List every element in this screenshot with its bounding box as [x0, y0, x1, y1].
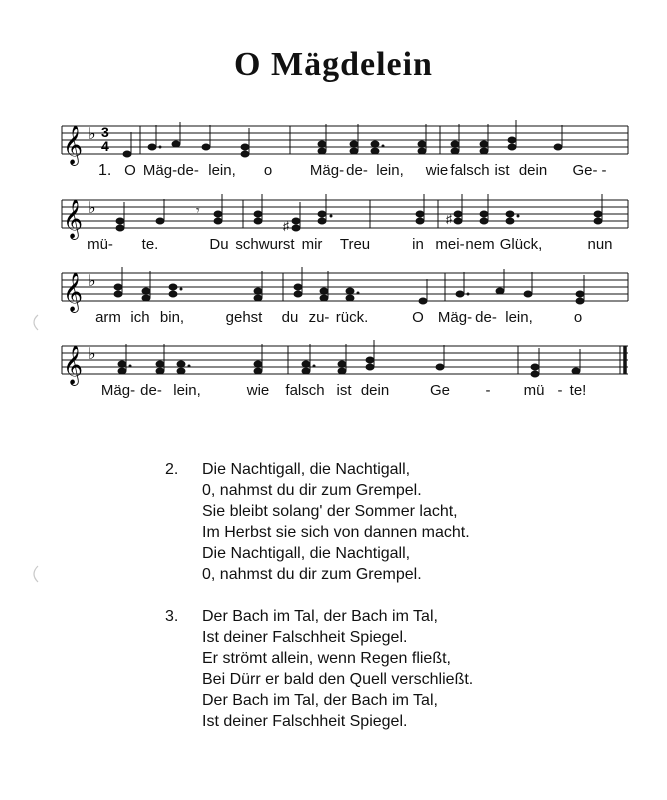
lyric: Glück, [499, 236, 543, 253]
lyric: mü- [87, 236, 113, 253]
lyric: mir [301, 236, 323, 253]
treble-clef-icon: 𝄞 [63, 125, 84, 165]
lyric: ist [494, 162, 510, 179]
lyric: dein [360, 382, 390, 399]
lyric: te. [141, 236, 159, 253]
lyric: Mäg- [309, 162, 345, 179]
song-title: O Mägdelein [234, 46, 433, 83]
lyric: - [485, 382, 491, 399]
treble-clef-icon: 𝄞 [63, 345, 84, 385]
lyric: wie [246, 382, 270, 399]
lyric: te! [569, 382, 587, 399]
verse-line: 0, nahmst du dir zum Grempel. [202, 566, 422, 583]
lyric: Treu [339, 236, 371, 253]
treble-clef-icon: 𝄞 [63, 272, 84, 312]
lyric: mei- [435, 236, 465, 253]
lyric: lein, [505, 309, 533, 326]
lyric: gehst [225, 309, 263, 326]
lyric: zu- [308, 309, 330, 326]
verse-line: 0, nahmst du dir zum Grempel. [202, 482, 422, 499]
music-system-4 [0, 336, 667, 416]
lyric: falsch [285, 382, 325, 399]
verse-line: Die Nachtigall, die Nachtigall, [202, 545, 411, 562]
staff-4 [0, 336, 667, 416]
treble-clef-icon: 𝄞 [63, 199, 84, 239]
lyric: Mäg- [100, 382, 136, 399]
verse-1-number: 1. [98, 162, 112, 179]
lyric: o [263, 162, 273, 179]
verse-line: Ist deiner Falschheit Spiegel. [202, 713, 408, 730]
verse-line: Die Nachtigall, die Nachtigall, [202, 461, 411, 478]
lyric: ist [336, 382, 352, 399]
lyric: ich [130, 309, 150, 326]
lyric: o [573, 309, 583, 326]
lyric: de- [177, 162, 199, 179]
lyric: nun [587, 236, 613, 253]
verse-line: Bei Dürr er bald den Quell verschließt. [202, 671, 474, 688]
lyric: - [557, 382, 563, 399]
verse-line: Der Bach im Tal, der Bach im Tal, [202, 692, 438, 709]
flat-icon: ♭ [88, 271, 96, 290]
binder-hole-marks [28, 0, 48, 800]
lyric: de- [140, 382, 162, 399]
verse-3-number: 3. [165, 608, 179, 625]
flat-icon: ♭ [88, 198, 96, 217]
lyric: dein [518, 162, 548, 179]
svg-text:♯: ♯ [446, 212, 452, 226]
music-system-1 [0, 116, 667, 186]
svg-text:♯: ♯ [283, 219, 289, 233]
lyric: falsch [450, 162, 490, 179]
lyric: rück. [335, 309, 369, 326]
lyric: in [412, 236, 424, 253]
lyric: Mäg- [142, 162, 178, 179]
lyric: de- [346, 162, 368, 179]
svg-text:𝄾: 𝄾 [196, 202, 200, 218]
verse-line: Der Bach im Tal, der Bach im Tal, [202, 608, 438, 625]
lyric: O [412, 309, 424, 326]
verse-line: Im Herbst sie sich von dannen macht. [202, 524, 470, 541]
lyric: Mäg- [437, 309, 473, 326]
lyric: wie [425, 162, 449, 179]
time-sig-bottom: 4 [101, 138, 109, 154]
verse-2-number: 2. [165, 461, 179, 478]
lyric: schwurst [235, 236, 295, 253]
lyric: Ge- [572, 162, 598, 179]
lyric: arm [95, 309, 121, 326]
lyric: lein, [208, 162, 236, 179]
time-sig-top: 3 [101, 124, 109, 140]
lyric: Du [209, 236, 229, 253]
music-system-2 [0, 190, 667, 260]
lyric: - [601, 162, 607, 179]
lyric: bin, [159, 309, 185, 326]
lyric: nem [465, 236, 495, 253]
lyric: mü [523, 382, 545, 399]
verse-line: Ist deiner Falschheit Spiegel. [202, 629, 408, 646]
lyric: lein, [173, 382, 201, 399]
lyric: lein, [376, 162, 404, 179]
lyric: O [124, 162, 136, 179]
music-system-3 [0, 263, 667, 333]
flat-icon: ♭ [88, 344, 96, 363]
verse-line: Sie bleibt solang' der Sommer lacht, [202, 503, 458, 520]
verse-line: Er strömt allein, wenn Regen fließt, [202, 650, 451, 667]
lyric: de- [475, 309, 497, 326]
lyric: Ge [429, 382, 451, 399]
lyric: du [281, 309, 299, 326]
flat-icon: ♭ [88, 124, 96, 143]
